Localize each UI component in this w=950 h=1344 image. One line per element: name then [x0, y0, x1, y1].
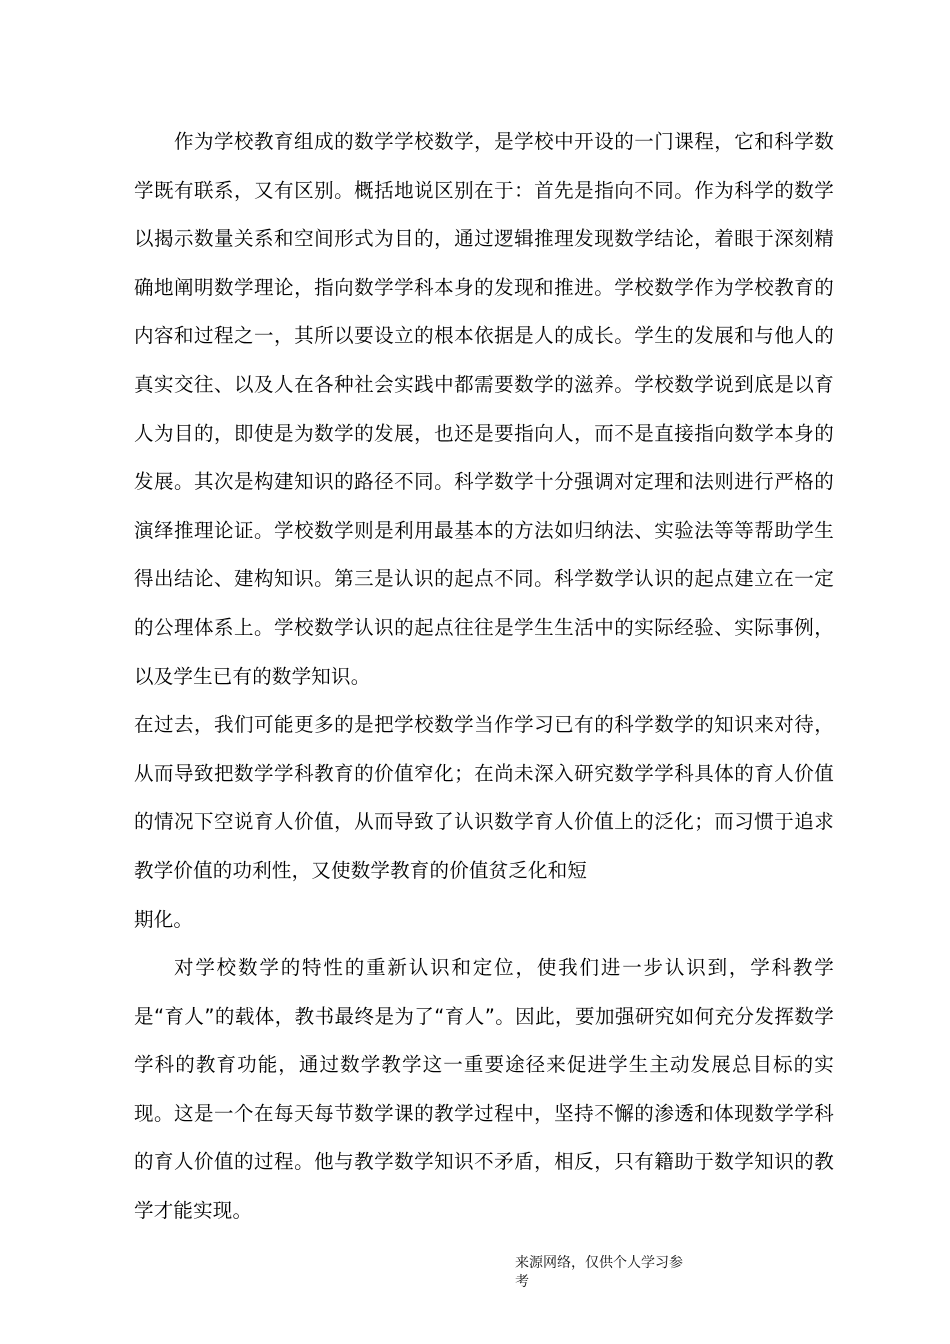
footnote-line-1: 来源网络，仅供个人学习参 — [515, 1255, 683, 1271]
paragraph-educational-value: 对学校数学的特性的重新认识和定位，使我们进一步认识到，学科教学是“育人”的载体，教书最终是为了“育人”。因此，要加强研究如何充分发挥数学学科的教育功能，通过数学教学这一重要途径来促进学生主动发展总目标的实现。这是一个在每天每节数学课的教学过程中，坚持不懈的渗透和体现数学学科的育人价值的过程。他与教学数学知识不矛盾，相反，只有籍助于数学知识的教学才能实现。 — [134, 956, 834, 1223]
paragraph-continuation: 期化。 — [134, 907, 194, 931]
footnote-line-2: 考 — [515, 1274, 529, 1290]
paragraph-past-misconceptions: 在过去，我们可能更多的是把学校数学当作学习已有的科学数学的知识来对待，从而导致把数学学科教育的价值窄化；在尚未深入研究数学学科具体的育人价值的情况下空说育人价值，从而导致了认识数学育人价值上的泛化；而习惯于追求教学价值的功利性，又使数学教育的价值贫乏化和短 — [134, 713, 834, 882]
paragraph-school-vs-science-math: 作为学校教育组成的数学学校数学，是学校中开设的一门课程，它和科学数学既有联系，又有区别。概括地说区别在于：首先是指向不同。作为科学的数学以揭示数量关系和空间形式为目的，通过逻辑推理发现数学结论，着眼于深刻精确地阐明数学理论，指向数学学科本身的发现和推进。学校数学作为学校教育的内容和过程之一，其所以要设立的根本依据是人的成长。学生的发展和与他人的真实交往、以及人在各种社会实践中都需要数学的滋养。学校数学说到底是以育人为目的，即使是为数学的发展，也还是要指向人，而不是直接指向数学本身的发展。其次是构建知识的路径不同。科学数学十分强调对定理和法则进行严格的演绎推理论证。学校数学则是利用最基本的方法如归纳法、实验法等等帮助学生得出结论、建构知识。第三是认识的起点不同。科学数学认识的起点建立在一定的公理体系上。学校数学认识的起点往往是学生生活中的实际经验、实际事例，以及学生已有的数学知识。 — [134, 130, 834, 688]
source-footnote — [515, 1254, 720, 1292]
document-body — [134, 118, 834, 1236]
